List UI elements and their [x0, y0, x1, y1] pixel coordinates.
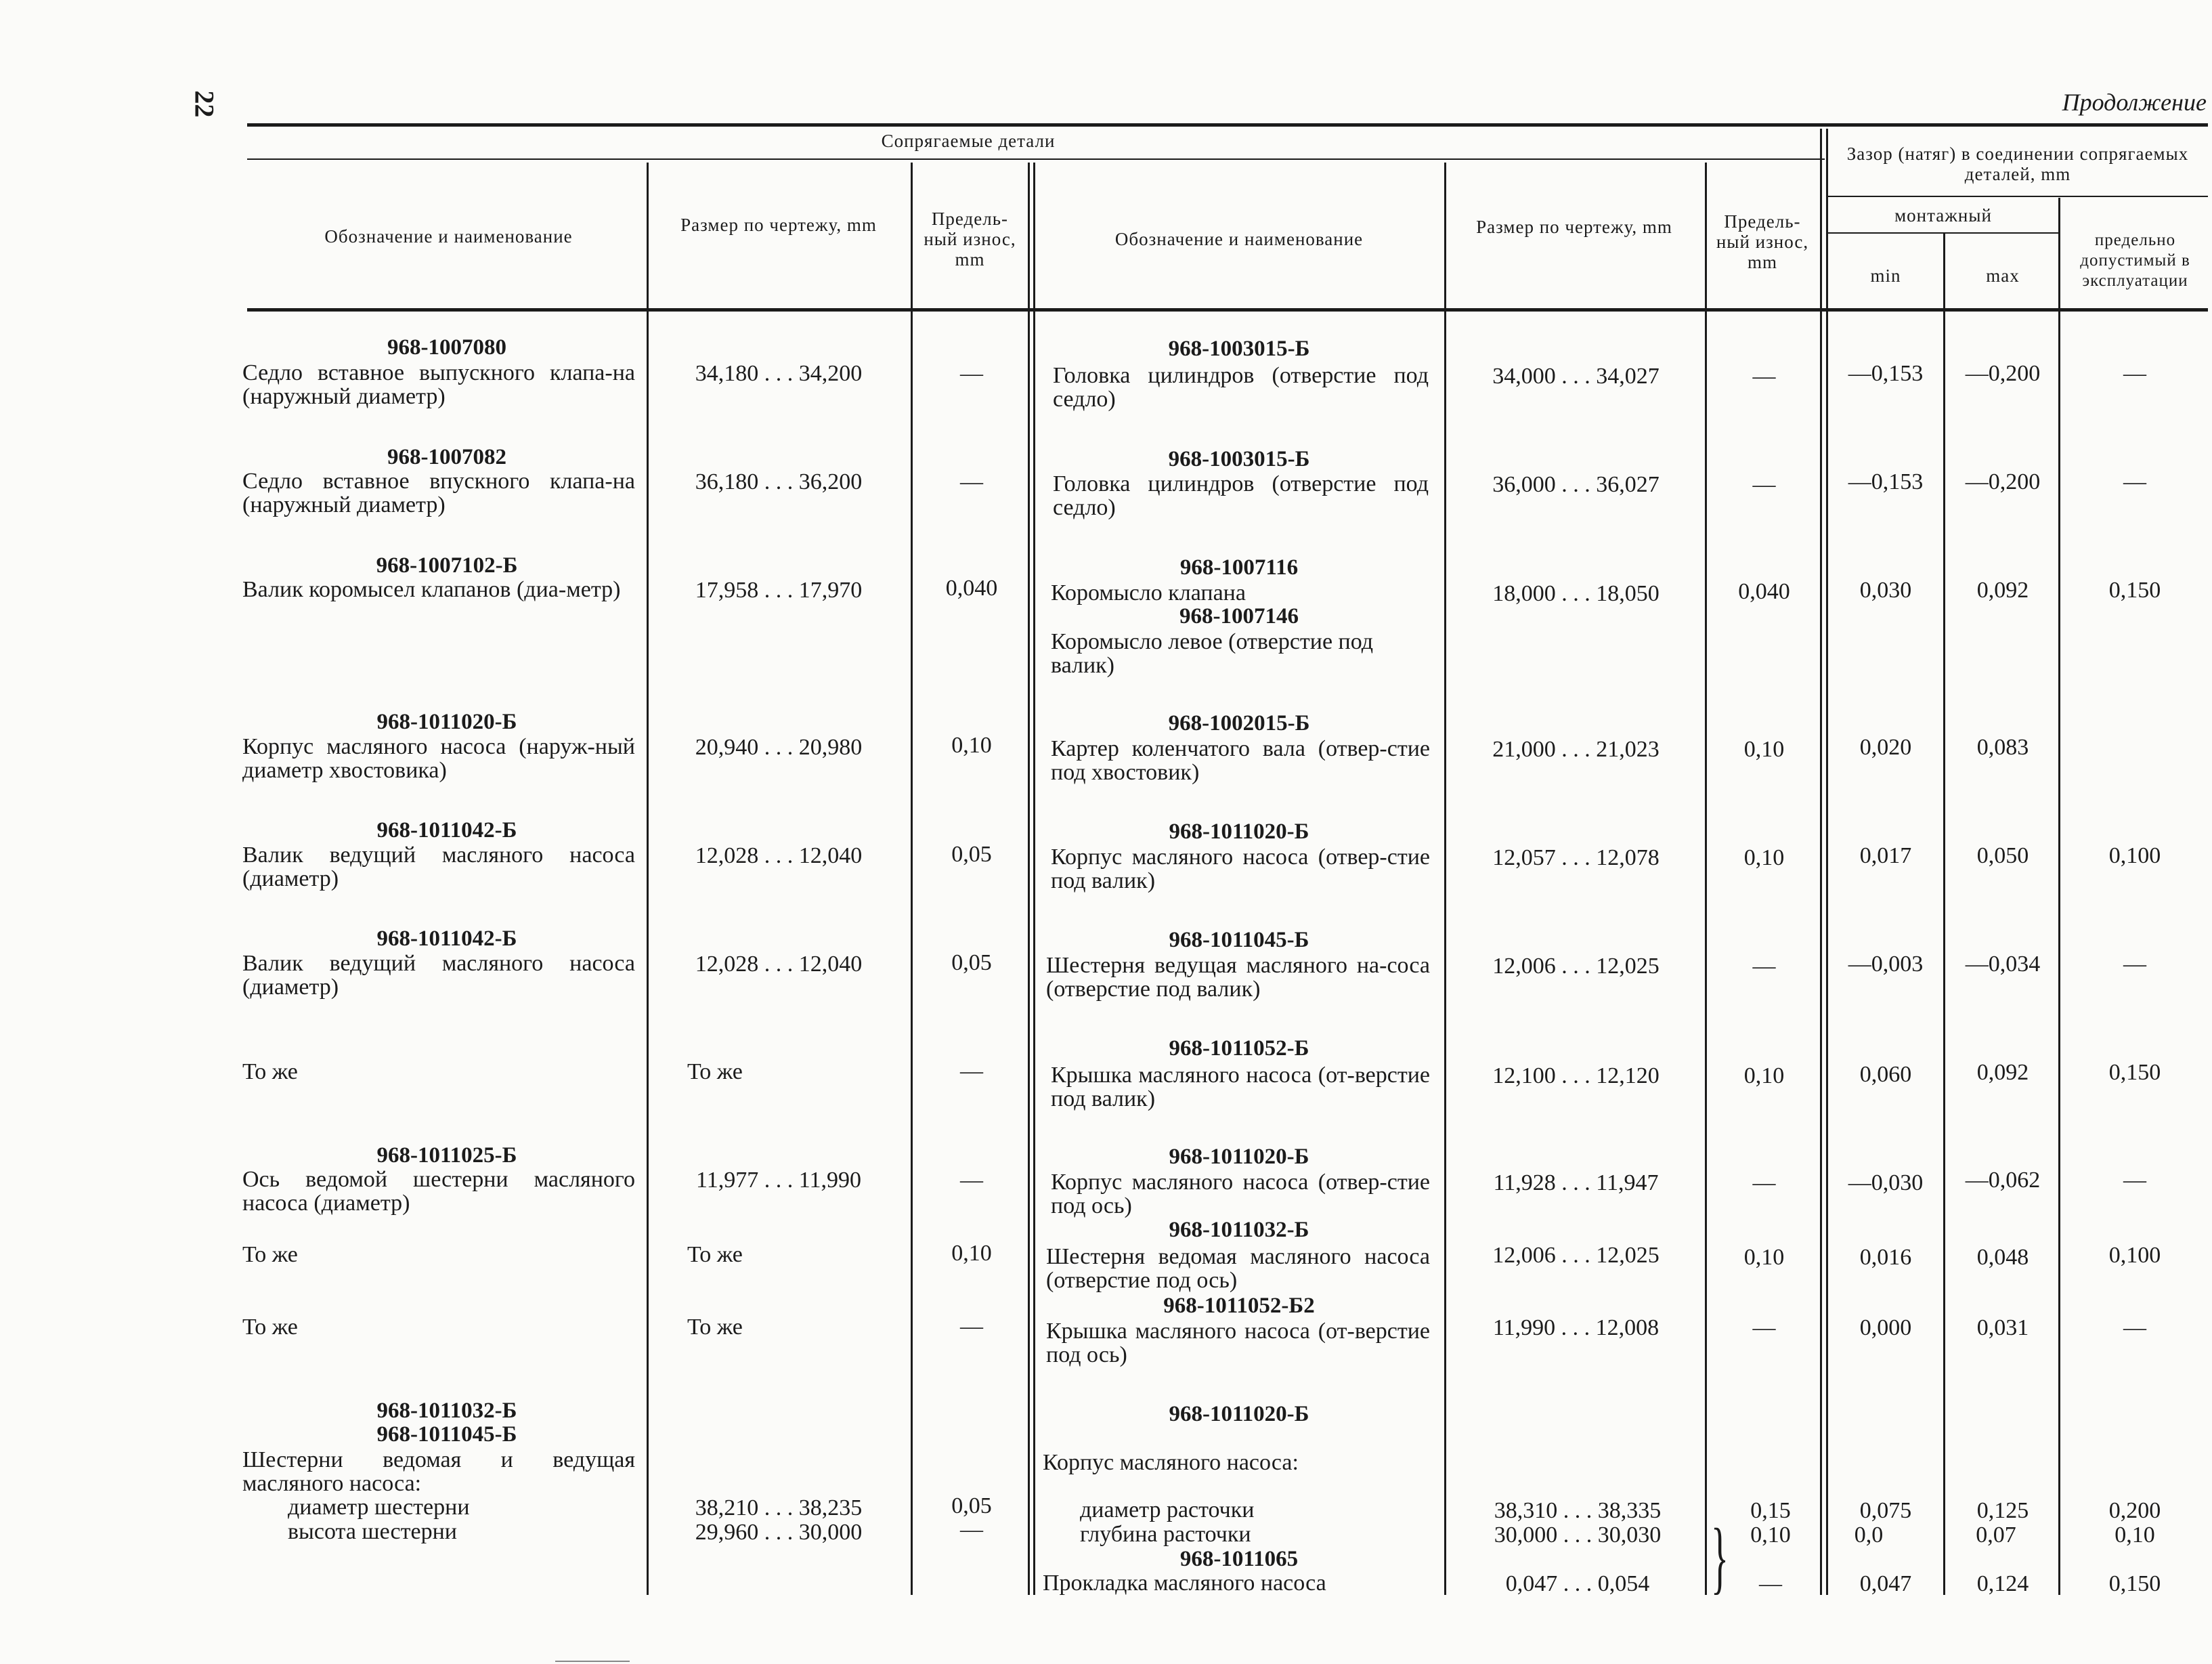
r5-size2: 12,057 . . . 12,078 — [1492, 845, 1660, 870]
r1-size1: 34,180 . . . 34,200 — [695, 361, 863, 386]
last-name2: Корпус масляного насоса: — [1043, 1450, 1299, 1475]
last-wear2c: — — [1759, 1571, 1782, 1596]
r4-wear2: 0,10 — [1743, 737, 1785, 762]
r4-code1: 968-1011020-Б — [376, 710, 517, 734]
r1-size2: 34,000 . . . 34,027 — [1492, 364, 1660, 389]
last-sub2a: диаметр расточки — [1080, 1497, 1255, 1522]
rule-mating-group — [247, 158, 1825, 160]
r1-code2: 968-1003015-Б — [1168, 337, 1310, 361]
header-min: min — [1870, 265, 1901, 286]
r9-name2: Шестерня ведомая масляного насоса (отверстие под ось) — [1046, 1244, 1430, 1293]
header-clearance-group: Зазор (натяг) в соединении сопрягаемых деталей, mm — [1846, 144, 2189, 184]
last-max-a: 0,125 — [1976, 1498, 2029, 1523]
header-max: max — [1986, 265, 2020, 286]
r8-limit: — — [2123, 1168, 2146, 1193]
header-wear-1: Предель-ный износ, mm — [924, 209, 1016, 270]
vline-3a — [1028, 163, 1030, 1595]
r1-wear1: — — [960, 361, 983, 386]
r7-size2: 12,100 . . . 12,120 — [1492, 1063, 1660, 1088]
r9-min: 0,016 — [1859, 1245, 1912, 1270]
r3-wear1: 0,040 — [945, 576, 998, 601]
r9-name1: То же — [242, 1242, 298, 1267]
r10-code2: 968-1011052-Б2 — [1163, 1294, 1315, 1318]
r8-wear1: — — [960, 1168, 983, 1193]
r6-wear2: — — [1752, 954, 1776, 979]
r4-size1: 20,940 . . . 20,980 — [695, 735, 863, 760]
r4-wear1: 0,10 — [951, 733, 992, 758]
r4-name1: Корпус масляного насоса (наруж-ный диаметр хвостовика) — [242, 734, 635, 783]
last-limit-a: 0,200 — [2108, 1498, 2161, 1523]
last-sub1b: высота шестерни — [288, 1519, 457, 1544]
r8-name2: Корпус масляного насоса (отвер-стие под ось) — [1051, 1170, 1430, 1218]
r2-min: —0,153 — [1848, 469, 1924, 494]
last-wear1a: 0,05 — [951, 1493, 992, 1518]
last-size2a: 38,310 . . . 38,335 — [1494, 1498, 1662, 1523]
r10-max: 0,031 — [1976, 1315, 2029, 1340]
vline-4 — [1444, 163, 1446, 1595]
r5-code2: 968-1011020-Б — [1169, 819, 1309, 844]
continuation-label: Продолжение — [2062, 89, 2207, 116]
r10-limit: — — [2123, 1315, 2146, 1340]
r9-size1: То же — [687, 1242, 743, 1267]
header-assembly: монтажный — [1894, 205, 1992, 226]
r3-size2: 18,000 . . . 18,050 — [1492, 581, 1660, 606]
r2-wear2: — — [1752, 472, 1776, 497]
r8-min: —0,030 — [1848, 1170, 1924, 1195]
last-min-a: 0,075 — [1859, 1498, 1912, 1523]
last-max-b: 0,07 — [1976, 1522, 2016, 1548]
r10-size1: То же — [687, 1315, 743, 1340]
vline-6b — [1826, 129, 1828, 1595]
r4-size2: 21,000 . . . 21,023 — [1492, 737, 1660, 762]
r1-wear2: — — [1752, 364, 1776, 389]
r8-code2: 968-1011020-Б — [1169, 1145, 1309, 1169]
r10-name1: То же — [242, 1315, 298, 1340]
r3-name1: Валик коромысел клапанов (диа-метр) — [242, 577, 621, 602]
r5-code1: 968-1011042-Б — [376, 818, 517, 842]
last-wear2a: 0,15 — [1750, 1498, 1791, 1523]
last-size2b: 30,000 . . . 30,030 — [1494, 1522, 1662, 1548]
r7-wear1: — — [960, 1059, 983, 1084]
header-wear-2: Предель-ный износ, mm — [1716, 211, 1809, 272]
r2-code1: 968-1007082 — [387, 445, 506, 469]
last-code1a: 968-1011032-Б — [376, 1399, 517, 1423]
r7-size1: То же — [687, 1059, 743, 1084]
r1-min: —0,153 — [1848, 361, 1924, 386]
r5-name1: Валик ведущий масляного насоса (диаметр) — [242, 842, 635, 891]
r6-code1: 968-1011042-Б — [376, 926, 517, 951]
r6-name2: Шестерня ведущая масляного на-соса (отверстие под валик) — [1046, 953, 1430, 1002]
r10-wear2: — — [1752, 1315, 1776, 1340]
header-mating-group: Сопрягаемые детали — [881, 131, 1056, 151]
r2-limit: — — [2123, 469, 2146, 494]
r6-name1: Валик ведущий масляного насоса (диаметр) — [242, 951, 635, 1000]
r6-max: —0,034 — [1965, 952, 2041, 977]
last-max-c: 0,124 — [1976, 1571, 2029, 1596]
r10-wear1: — — [960, 1314, 983, 1339]
rule-clearance-group — [1828, 196, 2208, 197]
header-size-1: Размер по чертежу, mm — [680, 215, 877, 235]
r2-size1: 36,180 . . . 36,200 — [695, 469, 863, 494]
r10-name2: Крышка масляного насоса (от-верстие под ось) — [1046, 1319, 1430, 1367]
vline-8 — [2058, 198, 2060, 1595]
r3-limit: 0,150 — [2108, 578, 2161, 603]
vline-7 — [1943, 234, 1945, 1595]
last-name2c: Прокладка масляного насоса — [1043, 1571, 1326, 1596]
last-code2: 968-1011020-Б — [1169, 1402, 1309, 1426]
r5-wear2: 0,10 — [1743, 845, 1785, 870]
r8-wear2: — — [1752, 1170, 1776, 1195]
last-limit-b: 0,10 — [2115, 1522, 2155, 1548]
r2-size2: 36,000 . . . 36,027 — [1492, 472, 1660, 497]
r5-max: 0,050 — [1976, 843, 2029, 868]
r10-min: 0,000 — [1859, 1315, 1912, 1340]
r7-wear2: 0,10 — [1743, 1063, 1785, 1088]
r8-name1: Ось ведомой шестерни масляного насоса (диаметр) — [242, 1167, 635, 1216]
r1-max: —0,200 — [1965, 361, 2041, 386]
r1-name1: Седло вставное выпускного клапа-на (наружный диаметр) — [242, 360, 635, 409]
top-rule — [247, 123, 2208, 127]
r3-code1: 968-1007102-Б — [376, 553, 518, 578]
header-limit: предельно допустимый в эксплуатации — [2080, 231, 2190, 290]
header-name-1: Обозначение и наименование — [324, 226, 573, 247]
vline-1 — [647, 163, 649, 1595]
r6-limit: — — [2123, 952, 2146, 977]
r3-wear2: 0,040 — [1738, 579, 1790, 604]
r8-code1: 968-1011025-Б — [376, 1143, 517, 1168]
r1-limit: — — [2123, 361, 2146, 386]
r9-limit: 0,100 — [2108, 1243, 2161, 1268]
last-wear2b: 0,10 — [1750, 1522, 1791, 1548]
r2-name1: Седло вставное впускного клапа-на (наружный диаметр) — [242, 469, 635, 517]
last-size1b: 29,960 . . . 30,000 — [695, 1520, 863, 1545]
r3-max: 0,092 — [1976, 578, 2029, 603]
r5-wear1: 0,05 — [951, 842, 992, 867]
last-size1a: 38,210 . . . 38,235 — [695, 1495, 863, 1520]
r4-max: 0,083 — [1976, 735, 2029, 760]
r6-code2: 968-1011045-Б — [1169, 928, 1309, 952]
r2-wear1: — — [960, 469, 983, 494]
r10-size2: 11,990 . . . 12,008 — [1492, 1315, 1660, 1340]
r1-code1: 968-1007080 — [387, 335, 506, 360]
r9-code2: 968-1011032-Б — [1169, 1218, 1309, 1242]
r5-limit: 0,100 — [2108, 843, 2161, 868]
vline-5 — [1705, 163, 1707, 1595]
last-name1: Шестерни ведомая и ведущая масляного насоса: — [242, 1447, 635, 1496]
footer-mark — [555, 1661, 630, 1662]
r7-max: 0,092 — [1976, 1060, 2029, 1085]
r4-code2: 968-1002015-Б — [1168, 711, 1310, 735]
r8-max: —0,062 — [1965, 1168, 2041, 1193]
r5-name2: Корпус масляного насоса (отвер-стие под валик) — [1051, 845, 1430, 893]
header-bottom-rule — [247, 308, 2208, 312]
header-name-2: Обозначение и наименование — [1114, 229, 1364, 249]
r8-size1: 11,977 . . . 11,990 — [696, 1168, 861, 1193]
header-size-2: Размер по чертежу, mm — [1476, 217, 1672, 237]
r9-wear2: 0,10 — [1743, 1245, 1785, 1270]
r7-name2: Крышка масляного насоса (от-верстие под валик) — [1051, 1063, 1430, 1111]
r9-max: 0,048 — [1976, 1245, 2029, 1270]
r4-min: 0,020 — [1859, 735, 1912, 760]
r7-name1: То же — [242, 1059, 298, 1084]
last-code1b: 968-1011045-Б — [376, 1422, 517, 1447]
r6-wear1: 0,05 — [951, 950, 992, 975]
r6-size2: 12,006 . . . 12,025 — [1492, 954, 1660, 979]
page-number: 22 — [189, 90, 220, 118]
last-sub1a: диаметр шестерни — [288, 1495, 470, 1520]
vline-6a — [1820, 129, 1822, 1595]
r7-min: 0,060 — [1859, 1062, 1912, 1087]
last-wear1b: — — [960, 1517, 983, 1542]
vline-3b — [1033, 163, 1035, 1595]
brace-glyph: } — [1711, 1512, 1729, 1602]
last-sub2b: глубина расточки — [1080, 1522, 1251, 1547]
r2-max: —0,200 — [1965, 469, 2041, 494]
r8-size2: 11,928 . . . 11,947 — [1493, 1170, 1659, 1195]
last-code2c: 968-1011065 — [1179, 1547, 1299, 1571]
last-min-c: 0,047 — [1859, 1571, 1912, 1596]
last-size2c: 0,047 . . . 0,054 — [1505, 1571, 1650, 1596]
r7-limit: 0,150 — [2108, 1060, 2161, 1085]
r6-size1: 12,028 . . . 12,040 — [695, 952, 863, 977]
vline-2 — [911, 163, 913, 1595]
r3-size1: 17,958 . . . 17,970 — [695, 578, 863, 603]
r5-min: 0,017 — [1859, 843, 1912, 868]
r4-name2: Картер коленчатого вала (отвер-стие под хвостовик) — [1051, 736, 1430, 785]
r3-code2b: 968-1007146 — [1179, 604, 1299, 628]
r3-min: 0,030 — [1859, 578, 1912, 603]
r3-name2b: Коромысло левое (отверстие под валик) — [1051, 629, 1374, 678]
r3-name2: Коромысло клапана — [1051, 580, 1246, 605]
r5-size1: 12,028 . . . 12,040 — [695, 843, 863, 868]
r3-code2: 968-1007116 — [1179, 555, 1299, 580]
r7-code2: 968-1011052-Б — [1169, 1036, 1309, 1061]
r6-min: —0,003 — [1848, 952, 1924, 977]
r2-code2: 968-1003015-Б — [1168, 447, 1310, 471]
r9-wear1: 0,10 — [951, 1241, 992, 1266]
r2-name2: Головка цилиндров (отверстие под седло) — [1053, 471, 1429, 520]
last-limit-c: 0,150 — [2108, 1571, 2161, 1596]
last-min-b: 0,0 — [1854, 1522, 1884, 1548]
r1-name2: Головка цилиндров (отверстие под седло) — [1053, 363, 1429, 412]
r9-size2: 12,006 . . . 12,025 — [1492, 1243, 1660, 1268]
